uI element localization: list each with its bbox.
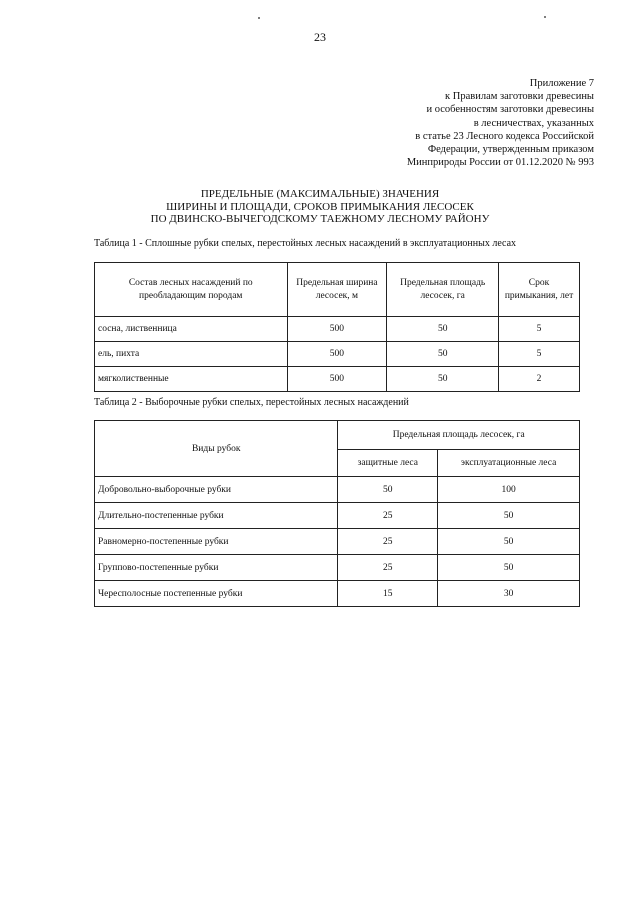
column-header: Срок примыкания, лет <box>499 263 580 317</box>
table-cell: сосна, лиственница <box>95 317 288 342</box>
appendix-line: Федерации, утвержденным приказом <box>427 144 594 156</box>
table-cell: Добровольно-выборочные рубки <box>95 477 338 503</box>
table-cell: 2 <box>499 367 580 392</box>
column-header: Состав лесных насаждений по преобладающим породам <box>95 263 288 317</box>
table2 <box>94 420 580 607</box>
page-number: 23 <box>314 30 326 44</box>
scan-speck <box>258 17 260 19</box>
column-header: Предельная ширина лесосек, м <box>287 263 387 317</box>
table-cell: мягколиственные <box>95 367 288 392</box>
appendix-block <box>294 77 594 169</box>
table1-caption: Таблица 1 - Сплошные рубки спелых, перестойных лесных насаждений в эксплуатационных лесах <box>94 238 517 249</box>
table-row <box>95 581 580 607</box>
table-cell: 100 <box>438 477 580 503</box>
column-subheader: эксплуатационные леса <box>438 450 580 477</box>
table-cell: 50 <box>387 342 499 367</box>
table-cell: 5 <box>499 317 580 342</box>
column-header: Предельная площадь лесосек, га <box>387 263 499 317</box>
table-cell: 500 <box>287 317 387 342</box>
table-row <box>95 529 580 555</box>
title-line: ПРЕДЕЛЬНЫЕ (МАКСИМАЛЬНЫЕ) ЗНАЧЕНИЯ <box>200 188 440 200</box>
table1 <box>94 262 580 392</box>
table-cell: Равномерно-постепенные рубки <box>95 529 338 555</box>
table-cell: 500 <box>287 367 387 392</box>
table-cell: 50 <box>387 367 499 392</box>
table2-caption: Таблица 2 - Выборочные рубки спелых, перестойных лесных насаждений <box>94 397 409 408</box>
table-cell: 30 <box>438 581 580 607</box>
table-cell: 25 <box>338 503 438 529</box>
scan-speck <box>544 16 546 18</box>
table-cell: 5 <box>499 342 580 367</box>
table-row <box>95 477 580 503</box>
table-cell: 15 <box>338 581 438 607</box>
appendix-line: Минприроды России от 01.12.2020 № 993 <box>406 157 594 169</box>
appendix-line: Приложение 7 <box>529 78 594 89</box>
document-title <box>0 188 640 226</box>
table-cell: 50 <box>438 503 580 529</box>
title-line: ШИРИНЫ И ПЛОЩАДИ, СРОКОВ ПРИМЫКАНИЯ ЛЕСОСЕК <box>166 200 474 213</box>
table-cell: 50 <box>438 555 580 581</box>
table-cell: 50 <box>387 317 499 342</box>
appendix-line: в лесничествах, указанных <box>473 117 594 129</box>
table-row <box>95 342 580 367</box>
table-cell: ель, пихта <box>95 342 288 367</box>
column-header: Виды рубок <box>95 421 338 477</box>
table-row <box>95 367 580 392</box>
table-cell: Чересполосные постепенные рубки <box>95 581 338 607</box>
column-subheader: защитные леса <box>338 450 438 477</box>
appendix-line: в статье 23 Лесного кодекса Российской <box>415 130 594 142</box>
table-cell: 50 <box>338 477 438 503</box>
table-row <box>95 555 580 581</box>
table-cell: 500 <box>287 342 387 367</box>
table-cell: Группово-постепенные рубки <box>95 555 338 581</box>
table-row <box>95 317 580 342</box>
appendix-line: и особенностям заготовки древесины <box>426 104 594 116</box>
appendix-line: к Правилам заготовки древесины <box>445 91 594 103</box>
table-cell: Длительно-постепенные рубки <box>95 503 338 529</box>
table-header-row <box>95 421 580 450</box>
table-cell: 25 <box>338 555 438 581</box>
table-header-row <box>95 263 580 317</box>
table-row <box>95 503 580 529</box>
column-header: Предельная площадь лесосек, га <box>338 421 580 450</box>
table-cell: 25 <box>338 529 438 555</box>
title-line: ПО ДВИНСКО-ВЫЧЕГОДСКОМУ ТАЕЖНОМУ ЛЕСНОМУ РАЙОНУ <box>150 213 490 225</box>
table-cell: 50 <box>438 529 580 555</box>
